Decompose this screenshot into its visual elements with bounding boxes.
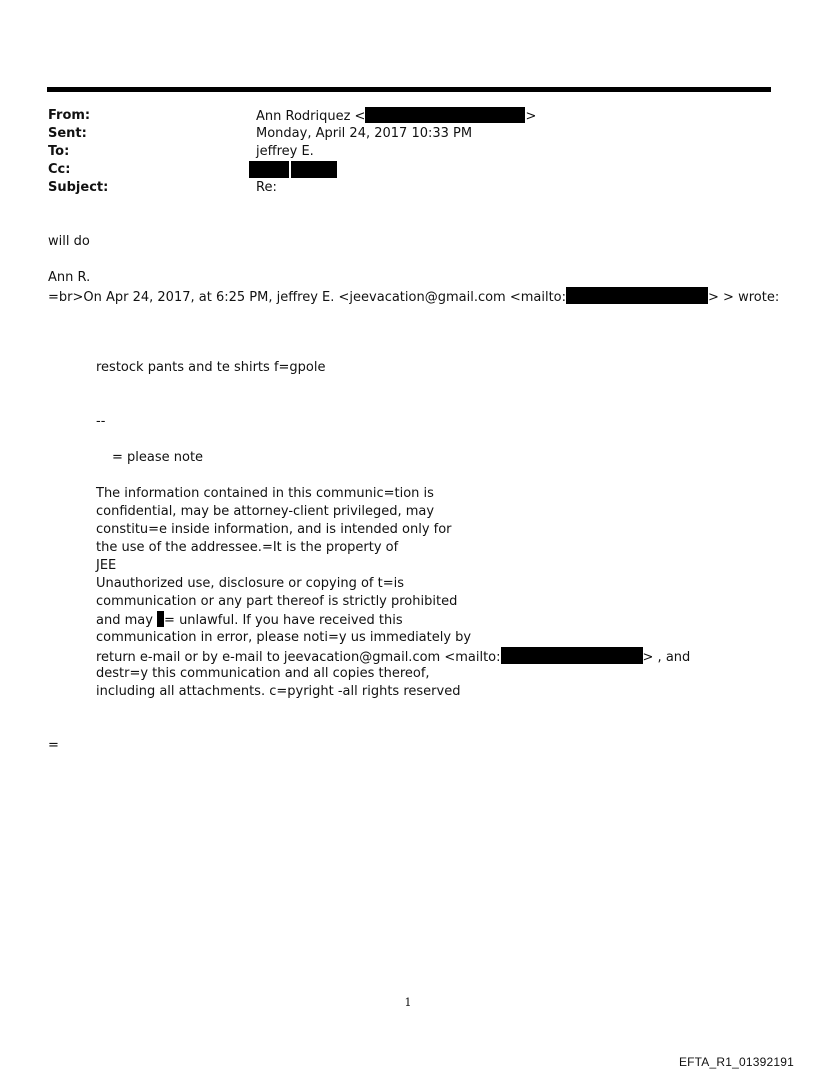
from-name: Ann Rodriquez < (256, 109, 366, 124)
redaction-box (365, 107, 525, 123)
signature: Ann R. (48, 270, 91, 285)
page-number: 1 (404, 996, 412, 1009)
disclaimer-text: > , and (642, 650, 691, 665)
from-close: > (525, 109, 537, 124)
to-value: jeffrey E. (256, 144, 314, 159)
header-rule (47, 87, 771, 92)
subject-value: Re: (256, 180, 277, 195)
to-label: To: (48, 144, 70, 159)
disclaimer-line: confidential, may be attorney-client privileged, may (96, 504, 435, 519)
disclaimer-text: return e-mail or by e-mail to jeevacation@gmail.com <mailto: (96, 650, 501, 665)
disclaimer-line: communication in error, please noti=y us immediately by (96, 630, 472, 645)
disclaimer-text: and may (96, 613, 158, 628)
subject-label: Subject: (48, 180, 109, 195)
disclaimer-line: communication or any part thereof is strictly prohibited (96, 594, 458, 609)
disclaimer-line: Unauthorized use, disclosure or copying of t=is (96, 576, 404, 591)
reply-text: will do (48, 234, 90, 249)
cc-label: Cc: (48, 162, 71, 177)
please-note: = please note (112, 450, 204, 465)
redaction-box (249, 161, 289, 178)
signature-separator: -- (96, 414, 106, 429)
quoted-message: restock pants and te shirts f=gpole (96, 360, 326, 375)
disclaimer-line: JEE (96, 558, 117, 573)
sent-value: Monday, April 24, 2017 10:33 PM (256, 126, 473, 141)
document-id: EFTA_R1_01392191 (678, 1055, 794, 1069)
disclaimer-line: including all attachments. c=pyright -all rights reserved (96, 684, 461, 699)
end-marker: = (48, 738, 59, 753)
quote-intro-end: > > wrote: (708, 290, 780, 305)
from-value (256, 107, 536, 126)
disclaimer-line: constitu=e inside information, and is intended only for (96, 522, 452, 537)
cc-value (249, 161, 337, 181)
from-label: From: (48, 108, 91, 123)
redaction-box (501, 647, 643, 664)
quote-intro-text: =br>On Apr 24, 2017, at 6:25 PM, jeffrey E. <jeevacation@gmail.com <mailto: (48, 290, 567, 305)
disclaimer-line (96, 611, 403, 630)
sent-label: Sent: (48, 126, 87, 141)
disclaimer-line: the use of the addressee.=It is the property of (96, 540, 399, 555)
disclaimer-line: The information contained in this communic=tion is (96, 486, 434, 501)
disclaimer-line: destr=y this communication and all copies thereof, (96, 666, 430, 681)
redaction-box (157, 611, 164, 627)
quote-intro (48, 287, 779, 307)
redaction-box (566, 287, 708, 304)
disclaimer-line (96, 647, 690, 667)
disclaimer-text: = unlawful. If you have received this (164, 613, 403, 628)
redaction-box (291, 161, 337, 178)
